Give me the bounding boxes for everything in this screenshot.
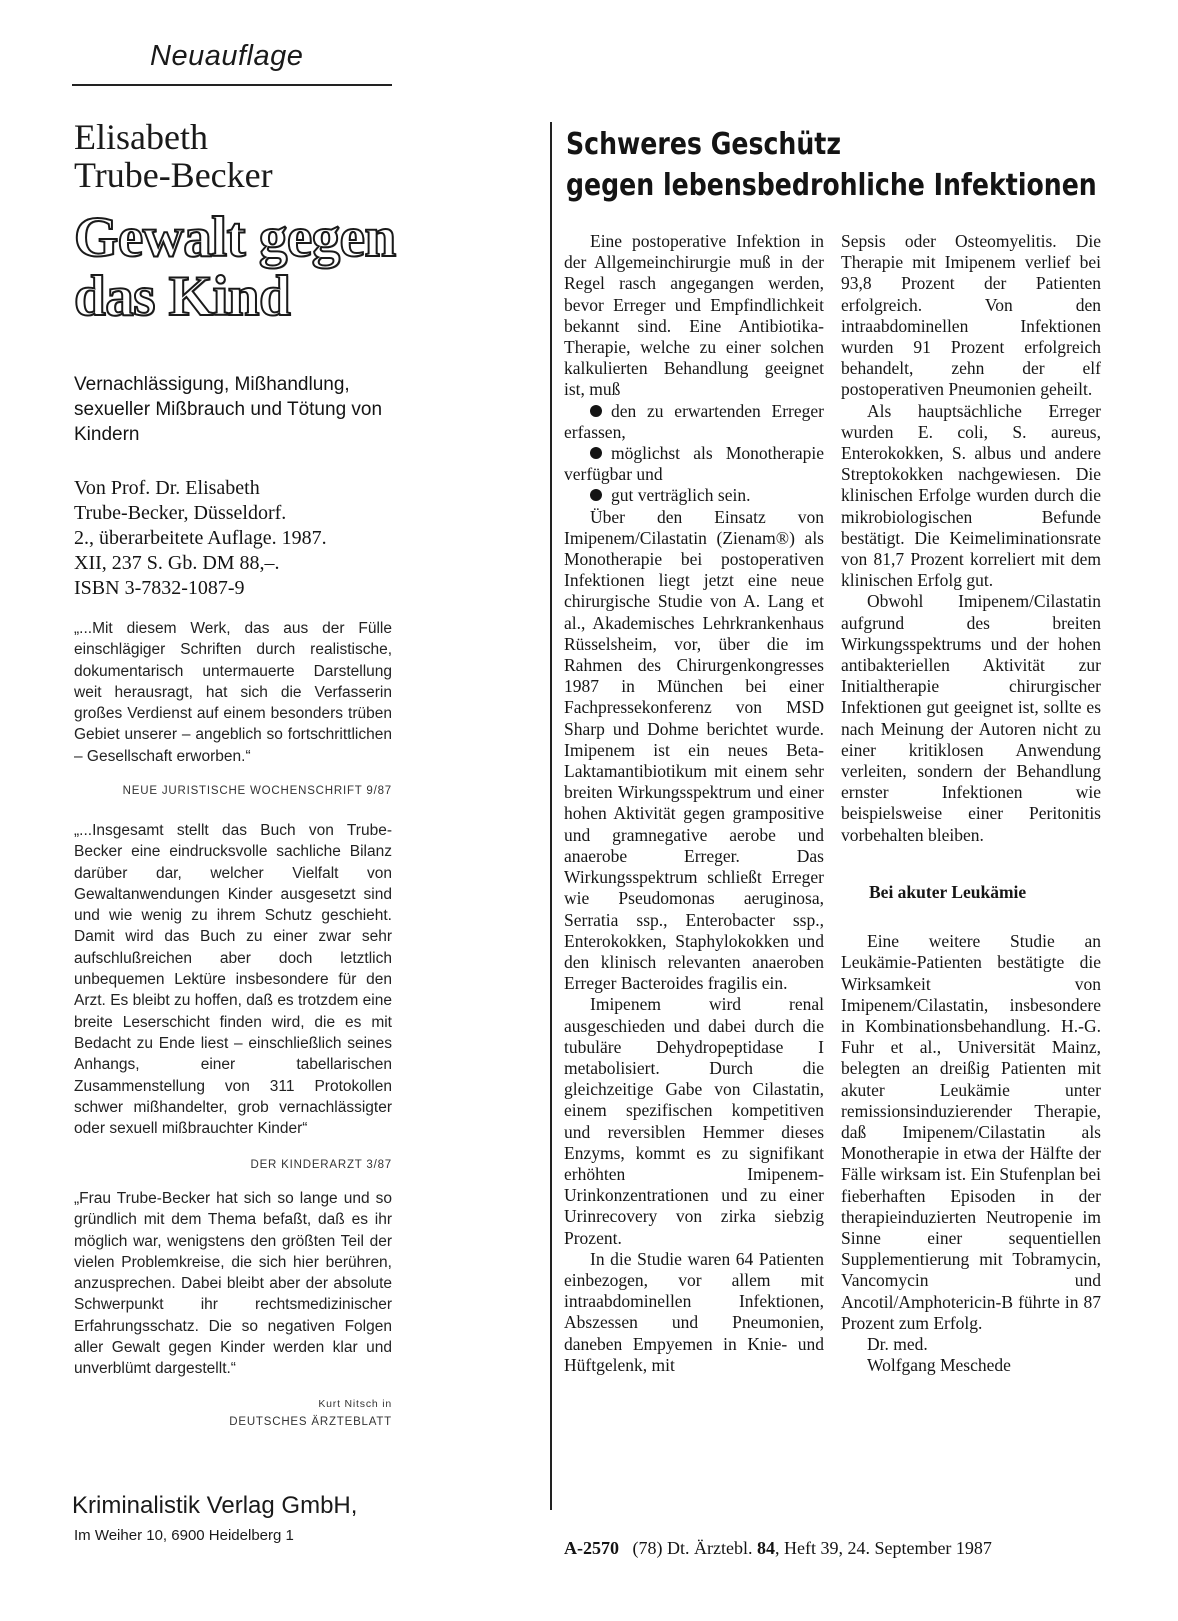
bullet-item <box>564 485 824 506</box>
book-detail-line: XII, 237 S. Gb. DM 88,–. <box>74 552 280 574</box>
page-footer <box>564 1538 1104 1559</box>
bullet-item <box>564 401 824 443</box>
ad-heading-rule <box>72 84 392 86</box>
article-paragraph: Sepsis oder Osteomyelitis. Die Therapie mit Imipenem verlief bei 93,8 Prozent der Patienten erfolgreich. Von den intraabdominellen Infektionen wurden 91 Prozent erfolgreich behandelt, zehn der elf postoperativen Pneumonien geheilt. <box>841 231 1101 400</box>
bullet-icon <box>590 447 602 459</box>
article-paragraph: Über den Einsatz von Imipenem/Cilastatin (Zienam®) als Monotherapie bei postoperativen Infektionen liegt jetzt eine neue chirurgische Studie von A. Lang et al., Akademisches Lehrkrankenhaus Rüsselsheim, vor, über die im Rahmen des Chirurgenkongresses 1987 in München bei einer Fachpressekonferenz von MSD Sharp und Dohme berichtet wurde. Imipenem ist ein neues Beta-Laktamantibiotikum mit einem sehr breiten Wirkungsspektrum und einer hohen Aktivität gegen grampositive und gramnegative aerobe und anaerobe Erreger. Das Wirkungsspektrum schließt Erreger wie Pseudomonas aeruginosa, Serratia ssp., Enterobacter ssp., Enterokokken, Staphylokokken und den klinisch relevanten anaeroben Erreger Bacteroides fragilis ein. <box>564 506 824 994</box>
review-quote: „...Insgesamt stellt das Buch von Trube-Becker eine eindrucksvolle sachliche Bilanz darüber dar, welcher Vielfalt von Gewaltanwendungen Kinder ausgesetzt sind und wie wenig zu ihrem Schutz geschieht. Damit wird das Buch zu einer zwar sehr aufschlußreichen aber doch letztlich unbequemen Lektüre insbesondere für den Arzt. Es bleibt zu hoffen, daß es trotzdem eine breite Leserschicht finden wird, die es mit Bedacht zu Ende liest – einschließlich seines Anhangs, einer tabellarischen Zusammenstellung von 311 Protokollen schwer mißhandelter, grob vernachlässigter oder sexuell mißbrauchter Kinder“ <box>74 822 392 1138</box>
book-author <box>74 118 394 194</box>
bullet-text: gut verträglich sein. <box>611 485 751 506</box>
article-paragraph: Eine postoperative Infektion in der Allgemeinchirurgie muß in der Regel rasch angegangen werden, bevor Erreger und Empfindlichkeit bekannt sind. Eine Antibiotika-Therapie, welche zu einer solchen kalkulierten Behandlung geeignet ist, muß <box>564 231 824 400</box>
journal-issue: , Heft 39, 24. September 1987 <box>774 1538 992 1558</box>
review-quote: „...Mit diesem Werk, das aus der Fülle einschlägiger Schriften durch realistische, dokumentarisch untermauerte Darstellung weit herausragt, hat sich die Verfasserin großes Verdienst auf einem besonders trüben Gebiet unserer – angeblich so fortschrittlichen – Gesellschaft erworben.“ <box>74 620 392 765</box>
book-subtitle: Vernachlässigung, Mißhandlung, sexueller Mißbrauch und Tötung von Kindern <box>74 374 383 445</box>
bullet-icon <box>590 405 602 417</box>
book-title <box>74 208 404 326</box>
book-detail-line: Trube-Becker, Düsseldorf. <box>74 502 287 524</box>
book-detail-line: ISBN 3-7832-1087-9 <box>74 577 245 599</box>
article-headline <box>566 124 1097 206</box>
author-title: Dr. med. <box>867 1333 928 1354</box>
review-quote: „Frau Trube-Becker hat sich so lange und so gründlich mit dem Thema befaßt, daß es ihr möglich war, wenigstens den größten Teil der vielen Problemkreise, die sich hier berühren, anzusprechen. Dabei bleibt aber der absolute Schwerpunkt ihr rechtsmedizinischer Erfahrungsschatz. Die so negativen Folgen aller Gewalt gegen Kinder werden klar und unverblümt dargestellt.“ <box>74 1190 392 1378</box>
headline-line: Schweres Geschütz <box>566 127 842 162</box>
review-source: DEUTSCHES ÄRZTEBLATT <box>229 1416 392 1428</box>
bullet-icon <box>590 489 602 501</box>
article-column-2 <box>841 231 1101 1376</box>
review-source: DER KINDERARZT 3/87 <box>250 1159 392 1171</box>
book-details <box>74 476 404 601</box>
bullet-text: den zu erwartenden Erreger erfassen, <box>564 400 824 442</box>
book-detail-line: 2., überarbeitete Auflage. 1987. <box>74 527 327 549</box>
bullet-text: möglichst als Monotherapie verfügbar und <box>564 443 824 485</box>
article-column-1 <box>564 231 824 1376</box>
article-paragraph: Imipenem wird renal ausgeschieden und dabei durch die tubuläre Dehydropeptidase I metabolisiert. Durch die gleichzeitige Gabe von Cilastatin, einem spezifischen kompetitiven und reversiblen Hemmer dieses Enzyms, kommt es zu signifikant erhöhten Imipenem-Urinkonzentrationen und zu einer Urinrecovery von zirka siebzig Prozent. <box>564 994 824 1248</box>
book-detail-line: Von Prof. Dr. Elisabeth <box>74 477 260 499</box>
publisher-address: Im Weiher 10, 6900 Heidelberg 1 <box>74 1527 294 1544</box>
article-paragraph: Eine weitere Studie an Leukämie-Patienten bestätigte die Wirksamkeit von Imipenem/Cilastatin, insbesondere in Kombinationsbehandlung. H.-G. Fuhr et al., Universität Mainz, belegten an dreißig Patienten mit akuter Leukämie unter remissionsinduzierender Therapie, daß Imipenem/Cilastatin als Monotherapie in etwa der Hälfte der Fälle wirksam ist. Ein Stufenplan bei fieberhaften Episoden in der therapieinduzierten Neutropenie im Sinne einer sequentiellen Supplementierung mit Tobramycin, Vancomycin und Ancotil/Amphotericin-B führte in 87 Prozent zum Erfolg. <box>841 931 1101 1333</box>
review-source-person: Kurt Nitsch in <box>318 1398 392 1410</box>
book-author-line: Trube-Becker <box>74 155 273 195</box>
headline-line: gegen lebensbedrohliche Infektionen <box>566 168 1097 203</box>
page-code: A-2570 <box>564 1538 619 1558</box>
article-paragraph: Als hauptsächliche Erreger wurden E. coli, S. aureus, Enterokokken, S. albus und andere Streptokokken nachgewiesen. Die klinischen Erfolge wurden durch die mikrobiologischen Befunde bestätigt. Die Keimeliminationsrate von 81,7 Prozent korreliert mit dem klinischen Erfolg gut. <box>841 400 1101 591</box>
article-paragraph: Obwohl Imipenem/Cilastatin aufgrund des breiten Wirkungsspektrums und der hohen antibakteriellen Aktivität zur Initialtherapie chirurgischer Infektionen gut geeignet ist, sollte es nach Meinung der Autoren nicht zu einer kritiklosen Anwendung verleiten, sondern der Behandlung ernster Infektionen wie beispielsweise einer Peritonitis vorbehalten bleiben. <box>841 591 1101 845</box>
author-name: Wolfgang Meschede <box>867 1355 1011 1376</box>
article-paragraph: In die Studie waren 64 Patienten einbezogen, vor allem mit intraabdominellen Infektionen, Abszessen und Pneumonien, daneben Empyemen in Knie- und Hüftgelenk, mit <box>564 1248 824 1375</box>
book-author-line: Elisabeth <box>74 117 208 157</box>
journal-citation: (78) Dt. Ärztebl. <box>632 1538 753 1558</box>
article-divider <box>550 122 552 1510</box>
journal-volume: 84 <box>756 1538 775 1558</box>
ad-heading: Neuauflage <box>150 40 304 72</box>
book-title-line: das Kind <box>74 265 291 328</box>
book-title-line: Gewalt gegen <box>74 206 396 269</box>
bullet-item <box>564 443 824 485</box>
article-subheading: Bei akuter Leukämie <box>869 881 1027 902</box>
review-source: NEUE JURISTISCHE WOCHENSCHRIFT 9/87 <box>122 785 392 797</box>
publisher-name: Kriminalistik Verlag GmbH, <box>72 1492 358 1519</box>
